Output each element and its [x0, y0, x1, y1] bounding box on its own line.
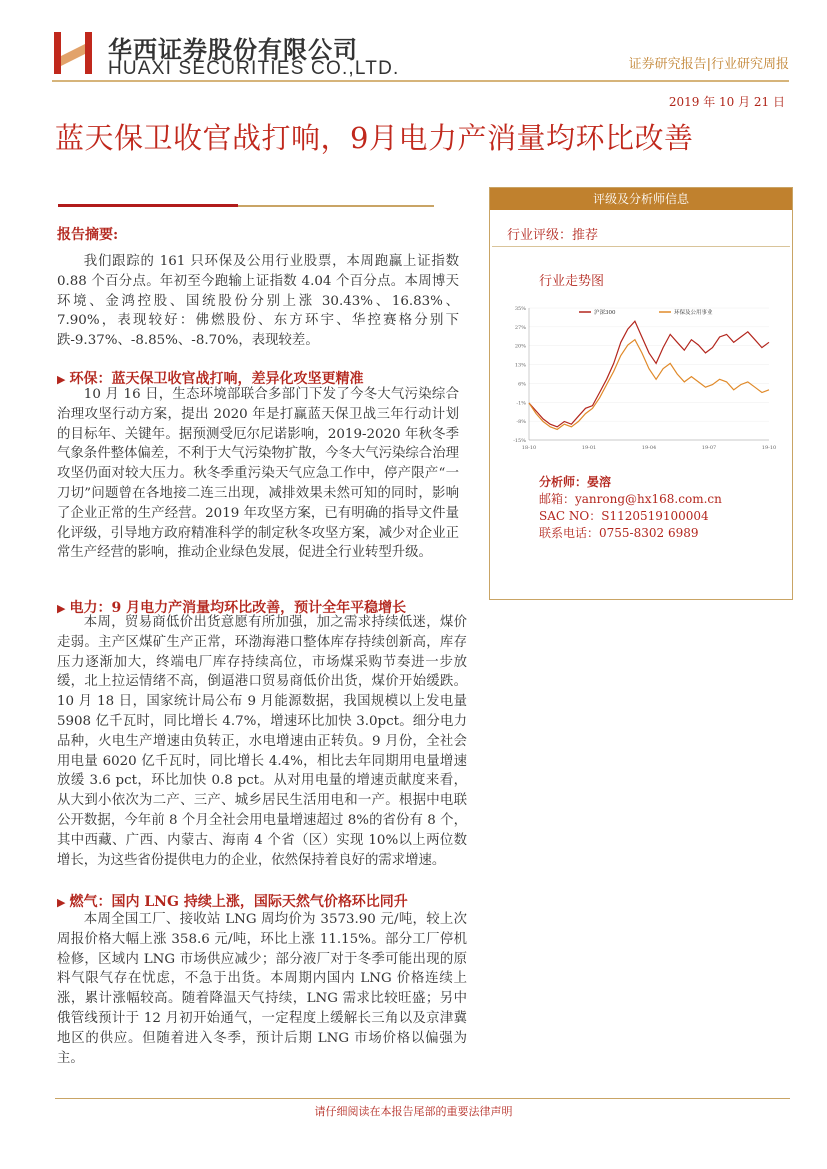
analyst-info — [539, 474, 722, 542]
title-accent-line — [238, 205, 434, 207]
info-panel-heading: 评级及分析师信息 — [490, 188, 792, 210]
report-title: 蓝天保卫收官战打响，9月电力产消量均环比改善 — [55, 121, 694, 155]
company-logo-icon — [52, 30, 94, 76]
triangle-bullet-icon: ▶ — [57, 896, 66, 909]
report-type: 证券研究报告|行业研究周报 — [628, 57, 789, 72]
chart-series-line-1 — [529, 321, 769, 427]
report-date: 2019 年 10 月 21 日 — [668, 95, 785, 109]
section-heading-env-text: 环保：蓝天保卫收官战打响，差异化攻坚更精准 — [69, 371, 364, 387]
section-text-power: 本周，贸易商低价出货意愿有所加强，加之需求持续低迷，煤价走弱。主产区煤矿生产正常，环渤海港口整体库存持续创新高，库存压力逐渐加大，终端电厂库存持续高位，市场煤采购节奏进一步放缓，北上拉运情绪不高，倒逼港口贸易商低价出货，煤价开始缓跌。10 月 18 日，国家统计局公布 9 月能源数据，我国规模以上发电量 5908 亿千瓦时，同比增长 4.7%，增速环比加快 3.0pct。细分电力品种，火电生产增速由负转正，水电增速由正转负。9 月份，全社会用电量 6020 亿千瓦时，同比增长 4.4%，相比去年同期用电量增速放缓 3.6 pct，环比加快 0.8 pct。从对用电量的增速贡献度来看，从大到小依次为二产、三产、城乡居民生活用电和一产。根据中电联公开数据，今年前 8 个月全社会用电量增速超过 8%的省份有 8 个，其中西藏、广西、内蒙古、海南 4 个省（区）实现 10%以上两位数增长，为这些省份提供电力的企业，依然保持着良好的需求增速。 — [57, 615, 467, 868]
chart-legend-label: 环保及公用事业 — [674, 310, 713, 316]
chart-x-tick-label: 19-01 — [581, 445, 597, 451]
chart-y-tick-label: 27% — [514, 324, 526, 331]
trend-chart — [507, 300, 779, 456]
legal-notice: 请仔细阅读在本报告尾部的重要法律声明 — [314, 1105, 513, 1118]
chart-y-tick-label: 35% — [514, 306, 526, 312]
analyst-name: 分析师：晏溶 — [539, 475, 612, 489]
trend-chart-title: 行业走势图 — [539, 274, 605, 289]
chart-y-tick-label: -1% — [516, 400, 526, 407]
chart-y-tick-label: 13% — [514, 362, 526, 369]
analyst-email: 邮箱：yanrong@hx168.com.cn — [539, 492, 722, 506]
triangle-bullet-icon: ▶ — [57, 602, 66, 615]
triangle-bullet-icon: ▶ — [57, 373, 66, 386]
company-name-en: HUAXI SECURITIES CO.,LTD. — [108, 58, 400, 79]
summary-text: 我们跟踪的 161 只环保及公用行业股票，本周跑赢上证指数 0.88 个百分点。年初至今跑输上证指数 4.04 个百分点。本周博天环境、金鸿控股、国统股份分别上涨 30.43%、16.83%、7.90%，表现较好：佛燃股份、东方环宇、华控赛格分别下跌-9.37%、-8.85%、-8.70%，表现较差。 — [57, 254, 459, 349]
rating-divider — [492, 246, 790, 247]
section-heading-gas — [57, 891, 408, 911]
industry-rating: 行业评级：推荐 — [507, 228, 599, 243]
chart-y-tick-label: -8% — [516, 419, 526, 426]
company-name-cn: 华西证券股份有限公司 — [108, 36, 358, 64]
analyst-phone: 联系电话：0755-8302 6989 — [539, 526, 699, 540]
chart-y-tick-label: 20% — [514, 343, 526, 350]
chart-legend-label: 沪深300 — [594, 310, 616, 316]
chart-x-tick-label: 19-10 — [761, 445, 777, 451]
chart-x-tick-label: 19-07 — [701, 445, 717, 451]
section-heading-power-text: 电力：9 月电力产消量均环比改善，预计全年平稳增长 — [69, 600, 407, 616]
footer-divider — [55, 1098, 790, 1099]
header-divider — [52, 80, 789, 82]
section-text-env: 10 月 16 日，生态环境部联合多部门下发了今冬大气污染综合治理攻坚行动方案，提出 2020 年是打赢蓝天保卫战三年行动计划的目标年、关键年。据预测受厄尔尼诺影响，2019-2020 年秋冬季气象条件整体偏差，不利于大气污染物扩散，今冬大气污染综合治理攻坚仍面对较大压力。秋冬季重污染天气应急工作中，停产限产“一刀切”问题曾在各地接二连三出现，减排效果未然可知的同时，影响了企业正常的生产经营。2019 年攻坚方案，已有明确的指导文件量化评级，引导地方政府精准科学的制定秋冬攻坚方案，减少对企业正常生产经营的影响，推动企业绿色发展，促进全行业转型升级。 — [57, 387, 459, 561]
section-heading-gas-text: 燃气：国内 LNG 持续上涨，国际天然气价格环比同升 — [69, 894, 408, 910]
chart-y-tick-label: 6% — [518, 381, 526, 388]
section-text-gas: 本周全国工厂、接收站 LNG 周均价为 3573.90 元/吨，较上次周报价格大幅上涨 358.6 元/吨，环比上涨 11.15%。部分工厂停机检修，区域内 LNG 市场供应减少；部分液厂对于冬季可能出现的原料气限气存在忧虑，不急于出货。本周期内国内 LNG 价格连续上涨，累计涨幅较高。随着降温天气持续，LNG 需求比较旺盛；另中俄管线预计于 12 月初开始通气，一定程度上缓解长三角以及京津冀地区的供应。但随着进入冬季，预计后期 LNG 市场价格以偏强为主。 — [57, 912, 467, 1066]
chart-y-tick-label: -15% — [513, 438, 526, 444]
chart-x-tick-label: 18-10 — [521, 445, 537, 451]
title-accent-bar — [58, 204, 238, 207]
chart-x-tick-label: 19-04 — [641, 445, 657, 451]
analyst-sac: SAC NO：S1120519100004 — [539, 509, 709, 523]
summary-heading: 报告摘要: — [57, 227, 119, 243]
